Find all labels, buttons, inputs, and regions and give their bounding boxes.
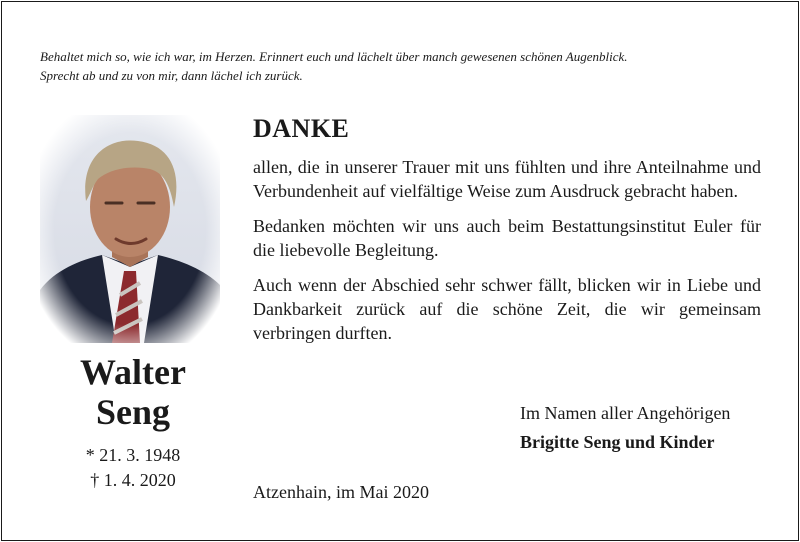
notice-body [253,155,761,356]
deceased-last-name: Seng [95,392,171,432]
motto-line-2: Sprecht ab und zu von mir, dann lächel ich zurück. [40,68,303,83]
motto-line-1: Behaltet mich so, wie ich war, im Herzen. Erinnert euch und lächelt über manch gewesenen schönen Augenblick. [40,49,628,64]
deceased-first-name: Walter [80,352,186,392]
life-dates [40,443,226,493]
death-date: † 1. 4. 2020 [90,470,176,490]
motto [40,47,770,85]
signature-intro: Im Namen aller Angehörigen [520,403,731,423]
obituary-card [1,1,799,541]
notice-heading: DANKE [253,114,350,143]
place-and-date: Atzenhain, im Mai 2020 [253,482,429,502]
notice-paragraph-3: Auch wenn der Abschied sehr schwer fällt, blicken wir in Liebe und Dankbarkeit zurück auf die schöne Zeit, die wir gemeinsam verbringen durften. [253,275,761,343]
portrait-photo [40,115,220,343]
notice-paragraph-2: Bedanken möchten wir uns auch beim Bestattungsinstitut Euler für die liebevolle Begleitung. [253,216,761,260]
portrait-illustration [40,115,220,343]
notice-paragraph-1: allen, die in unserer Trauer mit uns fühlten und ihre Anteilnahme und Verbundenheit auf vielfältige Weise zum Ausdruck gebracht haben. [253,157,761,201]
signature-block [520,399,730,457]
deceased-name [40,352,226,432]
signature-family: Brigitte Seng und Kinder [520,432,715,452]
birth-date: * 21. 3. 1948 [85,445,181,465]
